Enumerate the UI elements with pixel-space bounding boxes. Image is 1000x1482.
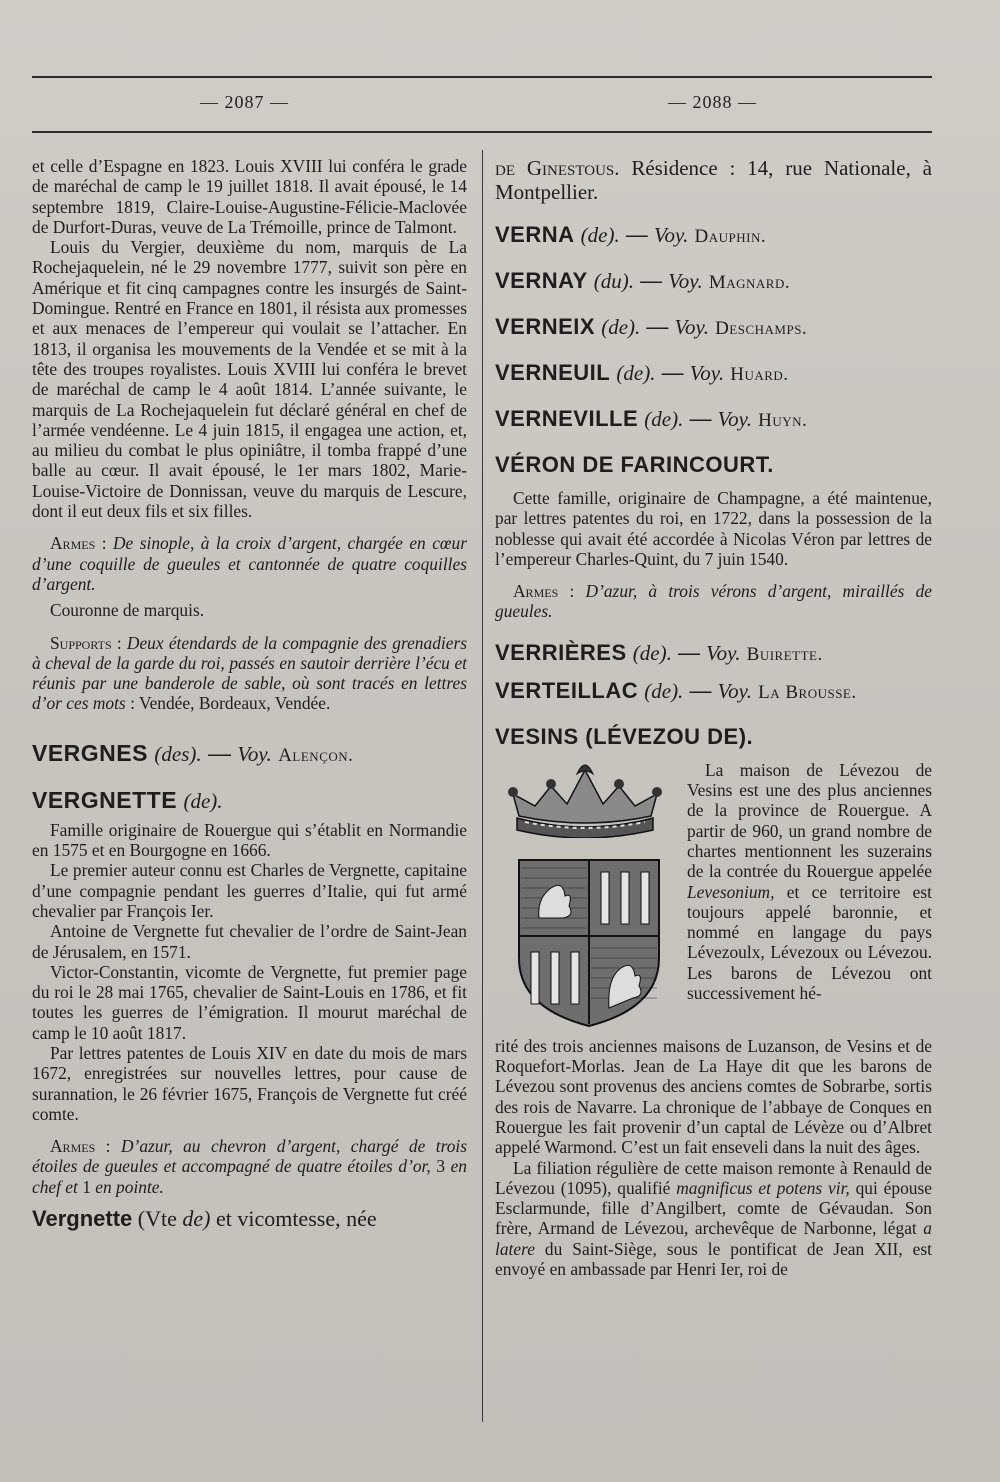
- armes-number: 1: [82, 1176, 91, 1197]
- left-column: [32, 156, 467, 1232]
- entry-voy: Voy.: [689, 361, 725, 385]
- last-line: [32, 1206, 467, 1232]
- entry-name: VERNA: [495, 222, 575, 247]
- entry-particle: (des).: [154, 741, 202, 766]
- entry-verneuil: [495, 360, 932, 388]
- entry-verna: [495, 222, 932, 250]
- entry-voy: Voy.: [653, 223, 689, 247]
- entry-name: VERNEVILLE: [495, 406, 639, 431]
- text-italic: Levesonium,: [687, 881, 775, 902]
- paragraph: Antoine de Vergnette fut chevalier de l’ordre de Saint-Jean de Jérusalem, en 1571.: [32, 921, 467, 962]
- entry-vesins: [495, 724, 932, 750]
- armes-text: en chef et: [32, 1156, 467, 1197]
- text-span: La maison de Lévezou de Vesins est une des plus anciennes de la province de Rouergue. A partir de 960, un grand nombre de chartes mentionnent les suzerains de la contrée du Rouergue appelée: [687, 759, 932, 882]
- supports-tail: : Vendée, Bordeaux, Vendée.: [130, 693, 331, 714]
- entry-particle: (de).: [632, 640, 672, 665]
- paragraph: Par lettres patentes de Louis XIV en date du mois de mars 1672, enregistrées sur nouvelles lettres, pour cause de surannation, le 26 février 1675, François de Vergnette fut créé comte.: [32, 1042, 467, 1124]
- last-line-text: de): [182, 1206, 211, 1232]
- entry-ref: Dauphin.: [694, 226, 767, 247]
- entry-dash: —: [625, 222, 648, 247]
- entry-verneix: [495, 314, 932, 342]
- entry-name: VERRIÈRES: [495, 639, 627, 665]
- entry-particle: (de).: [580, 223, 620, 247]
- entry-ref: Alençon.: [278, 744, 354, 766]
- paragraph: Le premier auteur connu est Charles de Vergnette, capitaine d’une compagnie pendant les guerres d’Italie, qui fut armé chevalier par François Ier.: [32, 860, 467, 921]
- entry-dash: —: [208, 739, 231, 766]
- armes-paragraph: [32, 533, 467, 594]
- right-page-number: — 2088 —: [668, 92, 757, 112]
- entry-particle: (de).: [644, 678, 684, 703]
- paragraph: Louis du Vergier, deuxième du nom, marquis de La Rochejaquelein, né le 29 novembre 1777, suivit son père en Amérique et fit cinq campagnes contre les insurgés de Saint-Domingue. Rentré en France en 1801, il résista aux promesses et aux menaces de l’empereur qui voulait se l’attacher. En 1813, il organisa les mouvements de la Vendée et se mit à la tête des troupes royalistes. Louis XVIII lui conféra le brevet de maréchal de camp le 4 août 1814. L’année suivante, le marquis de La Rochejaquelein fut déclaré général en chef de l’armée vendéenne. Le 4 juin 1815, il engagea une action, et, au milieu du combat le plus opiniâtre, il tomba frappé d’une balle au cœur. Il avait épousé, le 1er mars 1802, Marie-Louise-Victoire de Donnissan, veuve du marquis de Lescure, dont il eut deux fils et six filles.: [32, 237, 467, 522]
- entry-particle: (de).: [644, 407, 684, 431]
- entry-dash: —: [689, 677, 712, 703]
- marquis-crown-icon: [505, 760, 665, 838]
- text-italic: magnificus et potens vir,: [676, 1177, 850, 1198]
- armes-text: De sinople, à la croix d’argent, chargée en cœur d’une coquille de gueules et cantonnée de quatre coquilles d’argent.: [32, 533, 467, 594]
- entry-voy: Voy.: [717, 407, 752, 431]
- entry-title: VÉRON DE FARINCOURT.: [495, 452, 774, 477]
- armes-paragraph: [32, 1136, 467, 1197]
- continuation: [495, 156, 932, 204]
- armes-text: en pointe.: [95, 1176, 164, 1197]
- entry-name: VERGNETTE: [32, 786, 178, 813]
- entry-vergnes: [32, 740, 467, 769]
- top-rule: [32, 76, 932, 78]
- armes-text: D’azur, à trois vérons d’argent, miraillés de gueules.: [495, 581, 932, 622]
- entry-dash: —: [661, 360, 684, 385]
- couronne-line: Couronne de marquis.: [50, 600, 205, 621]
- entry-ref: Deschamps.: [715, 318, 808, 339]
- shield-icon: [517, 858, 661, 1028]
- armes-paragraph: [495, 581, 932, 622]
- armes-text: D’azur, au chevron d’argent, chargé de trois étoiles de gueules et accompagné de quatre étoiles d’or,: [32, 1136, 467, 1177]
- coat-of-arms-figure: [495, 760, 677, 1036]
- entry-vernay: [495, 268, 932, 296]
- continuation-text: Résidence : 14, rue Nationale, à Montpellier.: [495, 156, 932, 204]
- entry-name: VERNAY: [495, 268, 588, 293]
- entry-ref: Magnard.: [708, 272, 791, 293]
- cross-reference-list: [495, 222, 932, 434]
- entry-dash: —: [646, 314, 669, 339]
- column-separator: [482, 150, 483, 1422]
- paragraph: Famille originaire de Rouergue qui s’établit en Normandie en 1575 et en Bourgogne en 1666.: [32, 819, 467, 861]
- paragraph: rité des trois anciennes maisons de Luzanson, de Vesins et de Roquefort-Morlas. Jean de La Haye dit que les barons de Lévezou sont provenus des anciens comtes de Sobrarbe, sortis des rois de Navarre. La chronique de l’abbaye de Conques en Rouergue les fait provenir d’un captal de Lévèze ou d’Albret appelé Warmond. C’est un fait enseveli dans la nuit des âges.: [495, 1035, 932, 1158]
- continuation-name: de Ginestous.: [495, 156, 620, 180]
- entry-title: VESINS (LÉVEZOU DE).: [495, 723, 754, 749]
- text-italic: a latere: [495, 1218, 932, 1259]
- entry-particle: (de).: [601, 315, 641, 339]
- entry-name: VERNEUIL: [495, 360, 611, 385]
- entry-name: VERTEILLAC: [495, 677, 639, 703]
- armes-label: Armes :: [513, 581, 575, 602]
- header-rule: [32, 131, 932, 133]
- entry-particle: (de).: [616, 361, 656, 385]
- paragraph: Cette famille, originaire de Champagne, a été maintenue, par lettres patentes du roi, en 1722, dans la possession de la noblesse qui avait été accordée à Nicolas Véron par lettres de l’empereur Charles-Quint, du 7 juin 1540.: [495, 488, 932, 569]
- entry-vergnette: [32, 787, 467, 814]
- supports-label: Supports :: [50, 632, 122, 653]
- last-line-name: Vergnette: [32, 1206, 133, 1232]
- entry-name: VERGNES: [32, 739, 148, 766]
- entry-particle: (du).: [593, 269, 635, 293]
- paragraph: et celle d’Espagne en 1823. Louis XVIII lui conféra le grade de maréchal de camp le 19 juillet 1818. Il avait épousé, le 14 septembre 1819, Claire-Louise-Augustine-Félicie-Maclovée de Durfort-Duras, veuve de La Trémoille, prince de Talmont.: [32, 156, 467, 237]
- entry-verneville: [495, 406, 932, 434]
- vesins-block: [495, 760, 932, 1036]
- armes-number: 3: [436, 1156, 446, 1177]
- paragraph: Victor-Constantin, vicomte de Vergnette, fut premier page du roi le 28 mai 1765, chevalier de Saint-Louis en 1786, et fit toutes les guerres de l’émigration. Il mourut maréchal de camp le 10 août 1817.: [32, 961, 467, 1043]
- entry-dash: —: [640, 268, 663, 293]
- entry-voy: Voy.: [668, 269, 703, 293]
- armes-label: Armes :: [50, 1136, 111, 1157]
- entry-ref: Huard.: [730, 364, 789, 385]
- armes-label: Armes :: [50, 533, 107, 554]
- entry-particle: (de).: [183, 788, 223, 813]
- last-line-text: (Vte: [137, 1206, 177, 1232]
- left-page-number: — 2087 —: [200, 92, 289, 112]
- entry-veron: [495, 452, 932, 478]
- right-column: [495, 156, 932, 1279]
- text-span: et ce territoire est toujours appelé baronnie, et nommé en langage du pays Lévezoulx, Lévezoux ou Lévezou. Les barons de Lévezou ont successivement hé-: [687, 881, 932, 1004]
- text-span: qui épouse Esclarmunde, fille d’Angilbert, comte de Gévaudan. Son frère, Armand de Lévezou, archevêque de Narbonne, légat: [495, 1177, 932, 1239]
- entry-dash: —: [689, 406, 712, 431]
- entry-name: VERNEIX: [495, 314, 596, 339]
- entry-verrieres: [495, 640, 932, 668]
- entry-dash: —: [677, 639, 700, 665]
- entry-voy: Voy.: [706, 640, 741, 665]
- entry-verteillac: [495, 678, 932, 706]
- supports-paragraph: [32, 633, 467, 714]
- paragraph: [687, 760, 932, 1004]
- entry-ref: Huyn.: [758, 410, 808, 431]
- entry-ref: La Brousse.: [758, 681, 857, 703]
- text-span: du Saint-Siège, sous le pontificat de Jean XII, est envoyé en ambassade par Henri Ier, roi de: [495, 1238, 932, 1280]
- paragraph: [495, 1158, 932, 1280]
- entry-ref: Buirette.: [746, 643, 823, 665]
- vesins-wrap-text: [687, 760, 932, 1036]
- text-span: La filiation régulière de cette maison remonte à Renauld de Lévezou (1095), qualifié: [495, 1157, 932, 1198]
- entry-voy: Voy.: [674, 315, 709, 339]
- last-line-text: et vicomtesse, née: [215, 1206, 377, 1232]
- entry-voy: Voy.: [717, 678, 752, 703]
- entry-voy: Voy.: [237, 741, 272, 766]
- supports-text: Deux étendards de la compagnie des grenadiers à cheval de la garde du roi, passés en sautoir derrière l’écu et réunis par une banderole de sable, où sont tracés en lettres d’or ces mots: [32, 632, 467, 714]
